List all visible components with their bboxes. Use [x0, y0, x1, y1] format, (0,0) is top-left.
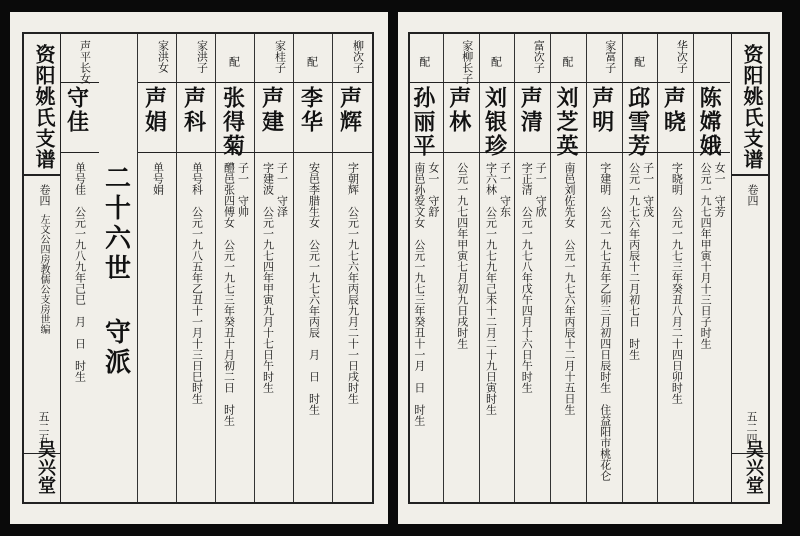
right-page-frame [408, 32, 770, 504]
right-entry-column [586, 34, 623, 502]
person-detail: 字朝辉 公元一九七六年丙辰九月二十一日戌时生 [346, 162, 360, 404]
juan-label: 卷四 [746, 184, 759, 206]
person-detail: 单号娟 [151, 162, 165, 195]
right-entry-column [550, 34, 587, 502]
juan-label: 卷四 [38, 184, 51, 206]
person-detail: 子一 守帅 [236, 162, 250, 217]
person-detail: 子一 守泽 [275, 162, 289, 217]
relation-label: 家富子 [603, 40, 617, 73]
person-name: 李华 [297, 86, 324, 134]
relation-label: 声平长女 [78, 40, 92, 84]
person-name: 陈嫦娥 [696, 86, 723, 158]
person-name: 张得菊 [219, 86, 246, 158]
person-name: 声清 [517, 86, 544, 134]
person-name: 刘芝英 [553, 86, 580, 158]
left-entry-column [60, 34, 99, 502]
spouse-label: 配 [632, 56, 646, 67]
person-name: 声晓 [660, 86, 687, 134]
spouse-label: 配 [227, 56, 241, 67]
person-name: 声娟 [141, 86, 168, 134]
person-name: 邱雪芳 [624, 86, 651, 158]
person-detail: 公元一九七六年丙辰十二月初七日 时生 [627, 162, 641, 360]
left-page [10, 12, 388, 524]
person-detail: 女一 守舒 [426, 162, 440, 217]
publisher: 吴兴堂 [743, 440, 764, 494]
left-entry-column [332, 34, 372, 502]
publisher: 吴兴堂 [35, 440, 56, 494]
person-detail: 醴邑张四傅女 公元一九七三年癸丑十月初二日 时生 [222, 162, 236, 426]
left-entry-column [176, 34, 216, 502]
spouse-label: 配 [561, 56, 575, 67]
person-name: 声林 [445, 86, 472, 134]
spouse-label: 配 [305, 56, 319, 67]
relation-label: 家桂子 [273, 40, 287, 73]
person-detail: 字六林 公元一九七九年己未十二月二十九日寅时生 [484, 162, 498, 415]
person-detail: 字建明 公元一九七五年乙卯三月初四日辰时生 住益阳市桃花仑 [598, 162, 612, 481]
person-detail: 公元一九七四年甲寅七月初九日戌时生 [455, 162, 469, 349]
book-title: 资阳姚氏支谱 [32, 44, 56, 170]
left-page-frame [22, 32, 374, 504]
person-detail: 南邑孙爱文女 公元一九七三年癸丑十一月 日 时生 [412, 162, 426, 426]
book-title: 资阳姚氏支谱 [740, 44, 764, 170]
person-name: 声科 [180, 86, 207, 134]
person-detail: 子一 守欣 [534, 162, 548, 217]
relation-label: 柳次子 [351, 40, 365, 73]
right-entry-column [479, 34, 516, 502]
person-detail: 女一 守芳 [713, 162, 727, 217]
spouse-label: 配 [489, 56, 503, 67]
person-detail: 子一 守东 [498, 162, 512, 217]
person-name: 刘银珍 [481, 86, 508, 158]
left-entry-column [293, 34, 333, 502]
person-detail: 字建波 公元一九七四年甲寅九月十七日午时生 [261, 162, 275, 393]
left-entry-column [137, 34, 177, 502]
right-entry-column [443, 34, 480, 502]
relation-label: 华次子 [675, 40, 689, 73]
relation-label: 家洪子 [195, 40, 209, 73]
relation-label: 富次子 [532, 40, 546, 73]
person-detail: 字正清 公元一九七八年戊午四月十六日午时生 [520, 162, 534, 393]
person-name: 守佳 [63, 86, 90, 134]
right-entry-column [622, 34, 659, 502]
person-detail: 字晓明 公元一九七三年癸丑八月二十四日卯时生 [670, 162, 684, 404]
person-detail: 南邑刘佐先女 公元一九七六年丙辰十二月十五日生 [563, 162, 577, 415]
person-detail: 公元一九七四年甲寅十月十三日子时生 [699, 162, 713, 349]
page-number: 五二四 [745, 411, 758, 444]
person-name: 声建 [258, 86, 285, 134]
person-detail: 安邑李腊生女 公元一九七六年丙辰 月 日 时生 [307, 162, 321, 415]
relation-label: 家柳长子 [460, 40, 474, 84]
page-number: 五二五 [37, 411, 50, 444]
person-name: 声辉 [336, 86, 363, 134]
right-entry-column [408, 34, 444, 502]
left-entry-column [215, 34, 255, 502]
person-name: 孙丽平 [409, 86, 436, 158]
side-text: 左文公四房教儒公支房世编 [38, 214, 49, 334]
person-detail: 子一 守茂 [641, 162, 655, 217]
generation-title-column [99, 34, 138, 502]
right-entry-column [693, 34, 730, 502]
generation-title: 二十六世 守派 [100, 164, 131, 378]
spouse-label: 配 [417, 56, 431, 67]
person-detail: 单号佳 公元一九八九年己巳 月 日 时生 [73, 162, 87, 382]
relation-label: 家洪女 [156, 40, 170, 73]
right-entry-column [657, 34, 694, 502]
person-detail: 单号科 公元一九八五年乙丑十一月十三日巳时生 [190, 162, 204, 404]
right-page [398, 12, 782, 524]
person-name: 声明 [588, 86, 615, 134]
left-entry-column [254, 34, 294, 502]
right-entry-column [514, 34, 551, 502]
